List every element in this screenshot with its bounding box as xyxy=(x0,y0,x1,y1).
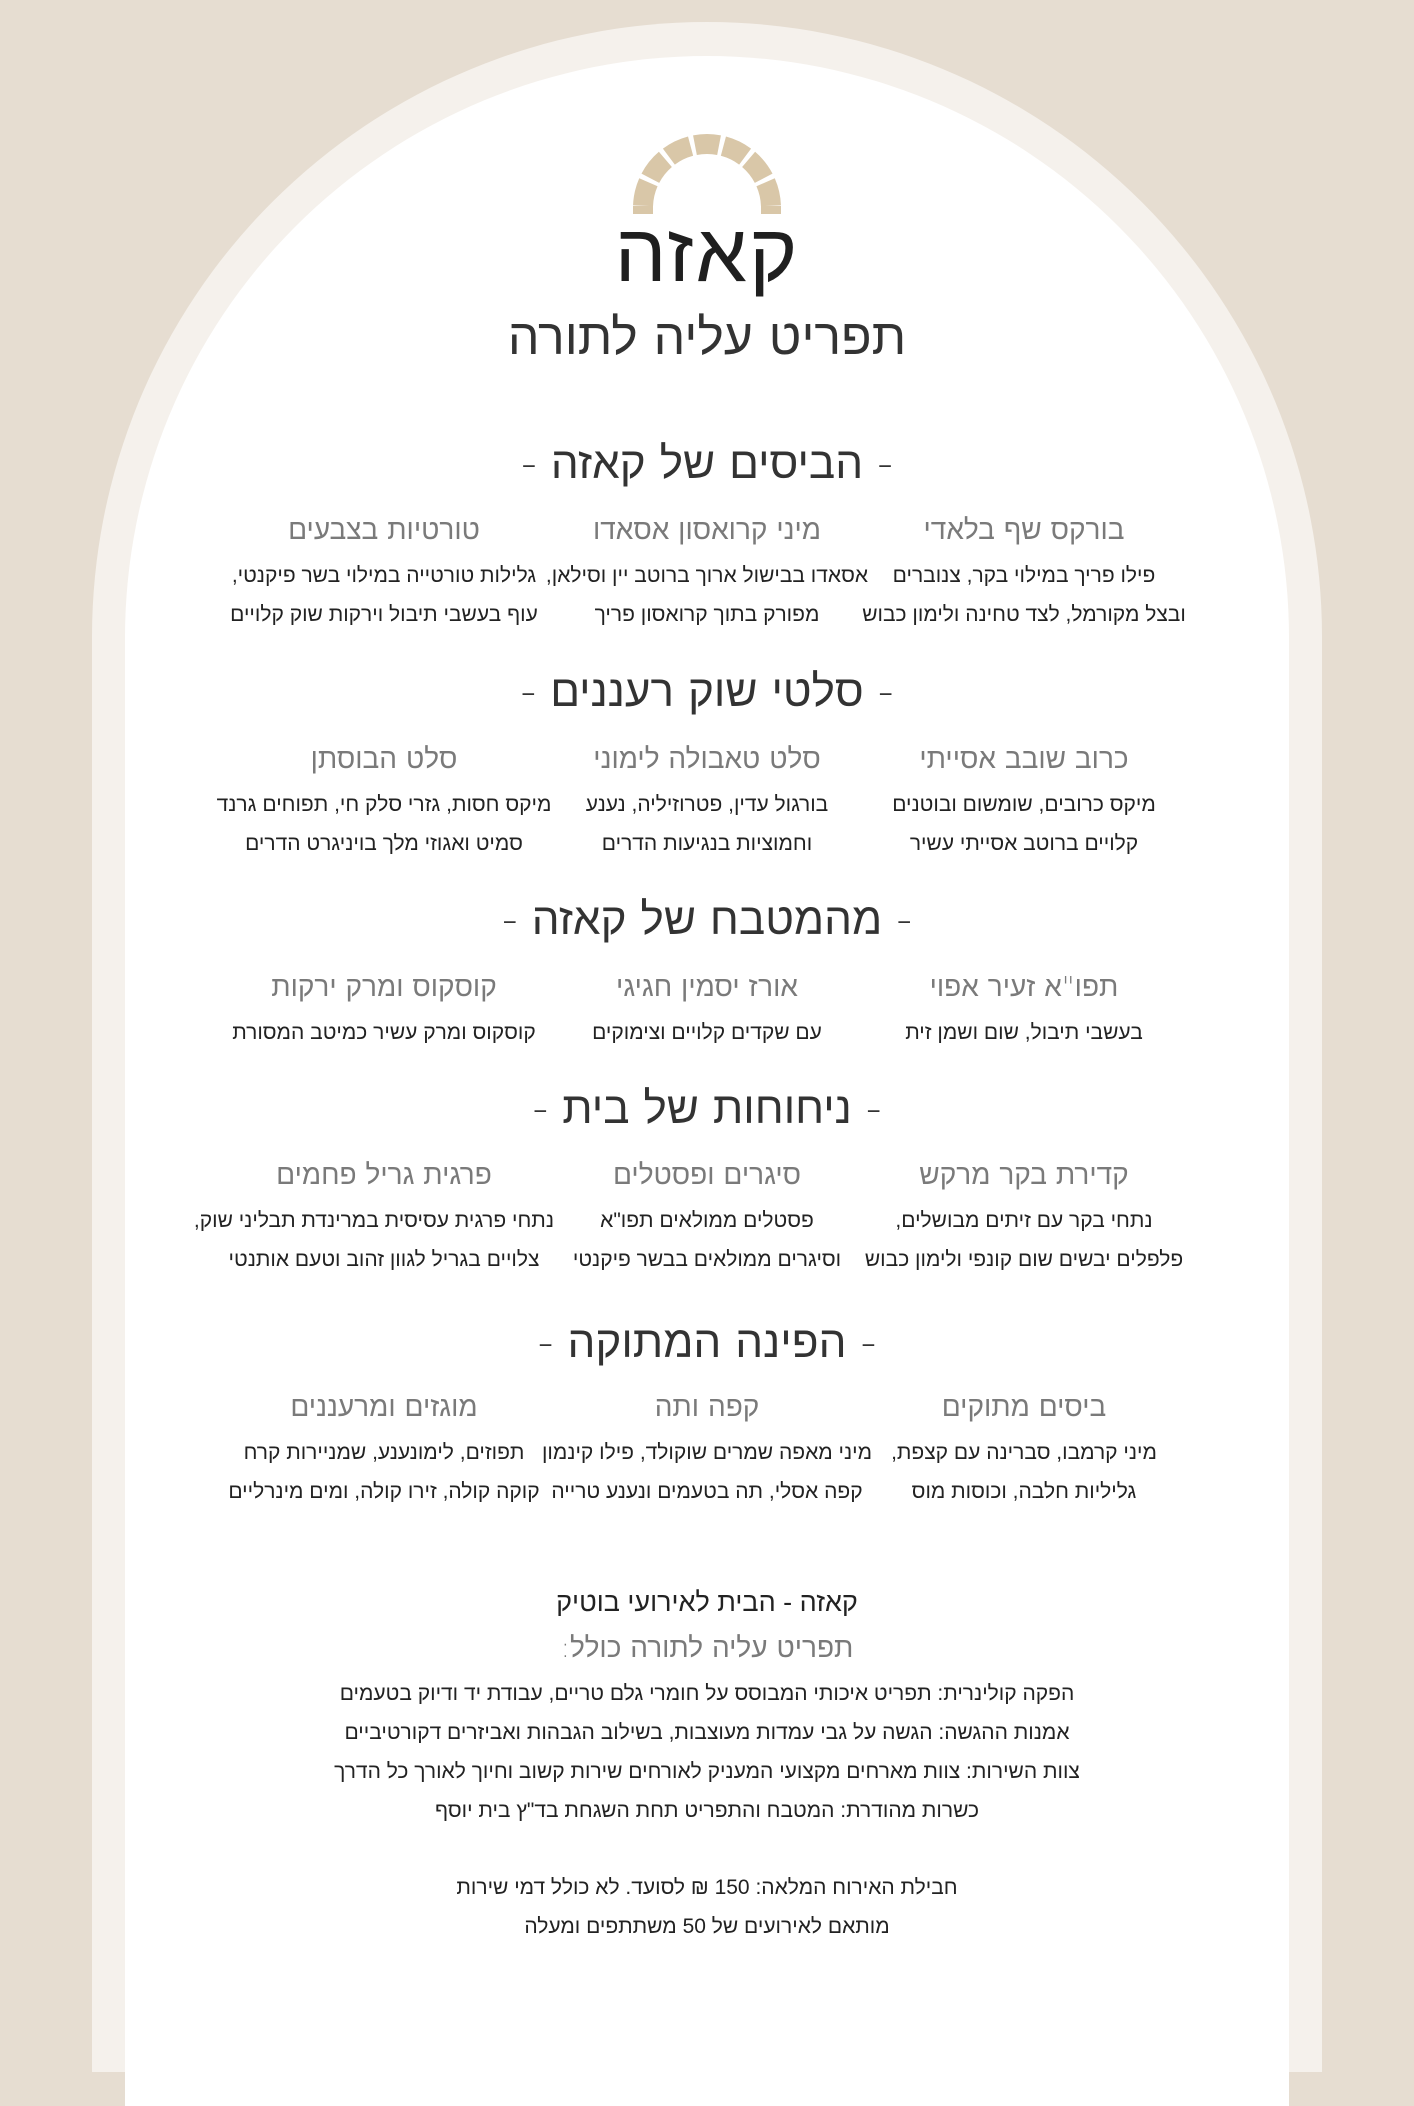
footer-line: אמנות ההגשה: הגשה על גבי עמדות מעוצבות, בשילוב הגבהות ואביזרים דקורטיביים xyxy=(344,1721,1070,1744)
menu-item-desc-line: גליליות חלבה, וכוסות מוס xyxy=(911,1480,1137,1503)
arch-logo-block xyxy=(693,134,721,155)
menu-subtitle: תפריט עליה לתורה xyxy=(507,308,907,366)
menu-item-desc-line: נתחי בקר עם זיתים מבושלים, xyxy=(895,1209,1153,1232)
arch-logo-block xyxy=(756,178,781,206)
menu-item-desc-line: מיני קרמבו, סברינה עם קצפת, xyxy=(891,1441,1157,1464)
menu-item xyxy=(854,510,1194,634)
menu-item-name: מיני קרואסון אסאדו xyxy=(592,513,822,546)
menu-item-desc-line: מיקס כרובים, שומשום ובוטנים xyxy=(892,793,1156,816)
menu-item-desc-line: פלפלים יבשים שום קונפי ולימון כבוש xyxy=(864,1248,1184,1271)
menu-item-desc-line: גלילות טורטייה במילוי בשר פיקנטי, xyxy=(231,564,537,587)
section-items xyxy=(125,739,1289,859)
menu-item-desc-line: וחמוציות בנגיעות הדרים xyxy=(601,832,813,855)
menu-item-desc-line: מיני מאפה שמרים שוקולד, פילו קינמון xyxy=(541,1441,873,1464)
menu-item-desc-line: קלויים ברוטב אסייתי עשיר xyxy=(909,832,1139,855)
section-title: - הביסים של קאזה - xyxy=(521,438,893,489)
menu-item xyxy=(214,1387,554,1511)
menu-item xyxy=(854,1387,1194,1511)
menu-item xyxy=(854,1155,1194,1279)
brand-name: קאזה xyxy=(614,206,800,301)
menu-item xyxy=(537,1387,877,1511)
section-title: - מהמטבח של קאזה - xyxy=(501,894,913,945)
menu-item-desc-line: אסאדו בבישול ארוך ברוטב יין וסילאן, xyxy=(545,564,869,587)
arch-logo-block xyxy=(721,136,751,164)
section-title: - הפינה המתוקה - xyxy=(537,1317,877,1368)
menu-item-name: ביסים מתוקים xyxy=(941,1390,1107,1423)
section-title: - ניחוחות של בית - xyxy=(532,1083,882,1134)
section-items xyxy=(125,967,1289,1087)
arch-logo-icon xyxy=(627,128,787,214)
menu-item-desc-line: קוסקוס ומרק עשיר כמיטב המסורת xyxy=(232,1021,536,1044)
menu-item xyxy=(193,1155,554,1279)
menu-item-desc-line: וסיגרים ממולאים בבשר פיקנטי xyxy=(572,1248,842,1271)
menu-item xyxy=(214,510,554,634)
menu-item-desc-line: תפוזים, לימונענע, שמניירות קרח xyxy=(243,1441,525,1464)
arch-logo-block xyxy=(641,152,671,183)
footer-subtitle: תפריט עליה לתורה כולל: xyxy=(560,1631,854,1664)
menu-item xyxy=(537,1155,877,1279)
menu-item xyxy=(214,739,554,863)
menu-item xyxy=(214,967,554,1052)
menu-item-desc-line: עוף בעשבי תיבול וירקות שוק קלויים xyxy=(230,603,538,626)
menu-item-desc-line: קפה אסלי, תה בטעמים ונענע טרייה xyxy=(551,1480,863,1503)
menu-item-name: כרוב שובב אסייתי xyxy=(919,742,1129,775)
menu-page xyxy=(125,0,1289,2000)
footer-line: צוות השירות: צוות מארחים מקצועי המעניק לאורחים שירות קשוב וחיוך לאורך כל הדרך xyxy=(334,1760,1080,1783)
menu-item-desc-line: מפורק בתוך קרואסון פריך xyxy=(594,603,820,626)
footer-details xyxy=(125,1674,1289,1830)
menu-item-desc-line: פילו פריך במילוי בקר, צנוברים xyxy=(892,564,1156,587)
menu-item xyxy=(537,739,877,863)
section-items xyxy=(125,510,1289,630)
menu-item-name: תפו"א זעיר אפוי xyxy=(929,970,1119,1003)
price-line: חבילת האירוח המלאה: 150 ₪ לסועד. לא כולל דמי שירות xyxy=(456,1876,958,1899)
menu-item xyxy=(537,967,877,1052)
footer-title: קאזה - הבית לאירועי בוטיק xyxy=(556,1587,858,1617)
menu-item-name: קפה ותה xyxy=(654,1390,760,1423)
menu-item xyxy=(537,510,877,634)
menu-item xyxy=(854,739,1194,863)
menu-item-name: מוגזים ומרעננים xyxy=(290,1390,478,1423)
arch-logo-block xyxy=(663,136,693,164)
section-items xyxy=(125,1387,1289,1507)
menu-item-desc-line: סמיט ואגוזי מלך בויניגרט הדרים xyxy=(245,832,523,855)
menu-item-name: קוסקוס ומרק ירקות xyxy=(271,970,497,1003)
menu-item-name: פרגית גריל פחמים xyxy=(276,1158,492,1191)
section-items xyxy=(125,1155,1289,1275)
menu-item-name: אורז יסמין חגיגי xyxy=(616,970,798,1003)
menu-item-desc-line: קוקה קולה, זירו קולה, ומים מינרליים xyxy=(228,1480,540,1503)
menu-item-desc-line: עם שקדים קלויים וצימוקים xyxy=(592,1021,822,1044)
menu-item-desc-line: נתחי פרגית עסיסית במרינדת תבליני שוק, xyxy=(193,1209,554,1232)
menu-item-desc-line: ובצל מקורמל, לצד טחינה ולימון כבוש xyxy=(862,603,1186,626)
menu-item-desc-line: צלויים בגריל לגוון זהוב וטעם אותנטי xyxy=(228,1248,540,1271)
menu-item-name: סיגרים ופסטלים xyxy=(612,1158,801,1191)
menu-item xyxy=(854,967,1194,1052)
menu-item-desc-line: פסטלים ממולאים תפו"א xyxy=(600,1209,814,1232)
menu-item-name: סלט הבוסתן xyxy=(310,742,458,775)
menu-item-name: בורקס שף בלאדי xyxy=(923,513,1125,546)
arch-logo-block xyxy=(633,178,658,206)
menu-item-desc-line: מיקס חסות, גזרי סלק חי, תפוחים גרנד xyxy=(216,793,552,816)
menu-item-name: קדירת בקר מרקש xyxy=(919,1158,1129,1191)
menu-item-desc-line: בעשבי תיבול, שום ושמן זית xyxy=(905,1021,1143,1044)
price-details xyxy=(125,1868,1289,1946)
section-title: - סלטי שוק רעננים - xyxy=(520,666,894,717)
arch-logo-block xyxy=(742,152,772,183)
menu-item-desc-line: בורגול עדין, פטרוזיליה, נענע xyxy=(585,793,829,816)
menu-item-name: סלט טאבולה לימוני xyxy=(593,742,821,775)
footer-line: הפקה קולינרית: תפריט איכותי המבוסס על חומרי גלם טריים, עבודת יד ודיוק בטעמים xyxy=(339,1682,1075,1705)
footer-line: כשרות מהודרת: המטבח והתפריט תחת השגחת בד"ץ בית יוסף xyxy=(434,1799,980,1822)
menu-item-name: טורטיות בצבעים xyxy=(288,513,480,546)
price-line: מותאם לאירועים של 50 משתתפים ומעלה xyxy=(524,1915,890,1938)
